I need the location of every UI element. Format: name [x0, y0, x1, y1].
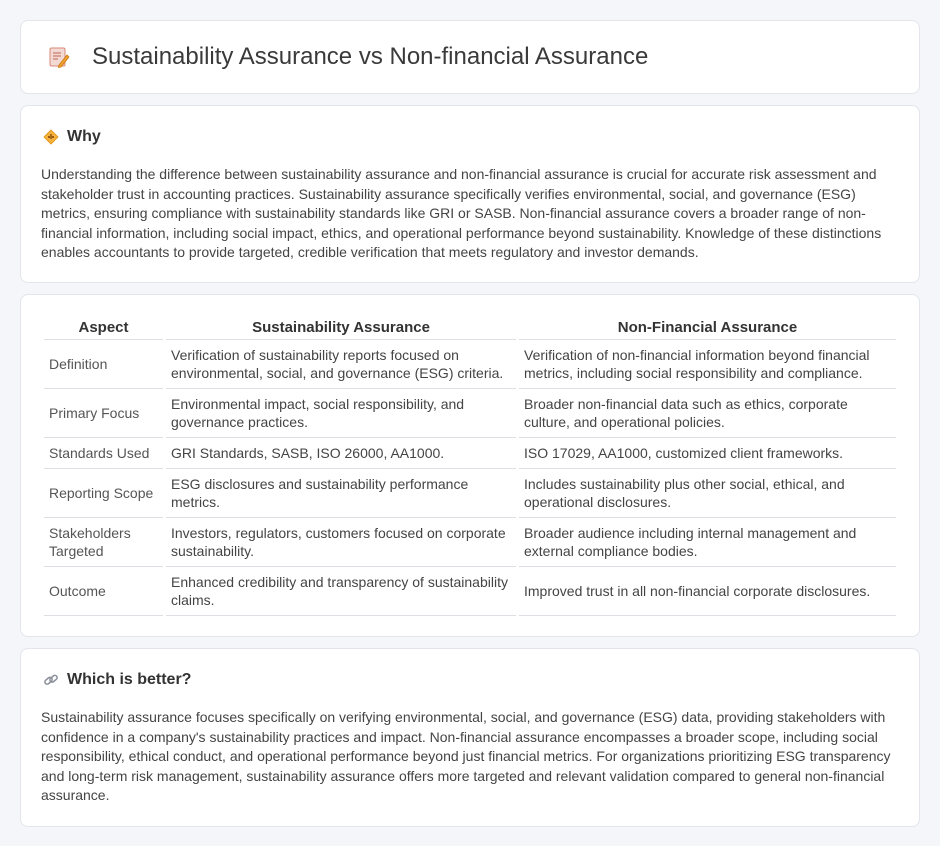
- cell-aspect: Definition: [44, 340, 163, 389]
- why-heading: [43, 128, 899, 146]
- cell-sustainability: GRI Standards, SASB, ISO 26000, AA1000.: [166, 438, 516, 469]
- table-header-row: [44, 317, 896, 340]
- document-edit-icon: [47, 45, 71, 69]
- table-row: [44, 340, 896, 389]
- cell-nonfinancial: Broader audience including internal management and external compliance bodies.: [519, 518, 896, 567]
- cell-nonfinancial: ISO 17029, AA1000, customized client frameworks.: [519, 438, 896, 469]
- cell-aspect: Primary Focus: [44, 389, 163, 438]
- title-card: [20, 20, 920, 94]
- which-is-better-section: [20, 648, 920, 827]
- table-row: [44, 389, 896, 438]
- cell-sustainability: Investors, regulators, customers focused on corporate sustainability.: [166, 518, 516, 567]
- comparison-section: [20, 294, 920, 637]
- cell-nonfinancial: Verification of non-financial information beyond financial metrics, including social responsibility and compliance.: [519, 340, 896, 389]
- cell-nonfinancial: Broader non-financial data such as ethics, corporate culture, and operational policies.: [519, 389, 896, 438]
- cell-sustainability: Enhanced credibility and transparency of sustainability claims.: [166, 567, 516, 616]
- column-header-nonfinancial: Non-Financial Assurance: [519, 317, 896, 340]
- why-heading-text: Why: [67, 128, 101, 145]
- diamond-warning-icon: [43, 129, 59, 145]
- table-row: [44, 518, 896, 567]
- column-header-sustainability: Sustainability Assurance: [166, 317, 516, 340]
- cell-sustainability: Verification of sustainability reports focused on environmental, social, and governance (ESG) criteria.: [166, 340, 516, 389]
- link-icon: [43, 672, 59, 688]
- cell-aspect: Standards Used: [44, 438, 163, 469]
- cell-aspect: Stakeholders Targeted: [44, 518, 163, 567]
- cell-aspect: Reporting Scope: [44, 469, 163, 518]
- column-header-aspect: Aspect: [44, 317, 163, 340]
- cell-sustainability: ESG disclosures and sustainability performance metrics.: [166, 469, 516, 518]
- table-row: [44, 469, 896, 518]
- page-title: Sustainability Assurance vs Non-financial Assurance: [92, 43, 649, 70]
- better-heading-text: Which is better?: [67, 671, 192, 688]
- better-paragraph: Sustainability assurance focuses specifically on verifying environmental, social, and governance (ESG) data, providing stakeholders with confidence in a company's sustainability practices and impact. Non-financial assurance encompasses a broader scope, including social responsibility, ethical conduct, and operational performance beyond just financial metrics. For organizations prioritizing ESG transparency and long-term risk management, sustainability assurance offers more targeted and relevant validation compared to general non-financial assurance.: [41, 709, 891, 804]
- cell-nonfinancial: Improved trust in all non-financial corporate disclosures.: [519, 567, 896, 616]
- cell-nonfinancial: Includes sustainability plus other social, ethical, and operational disclosures.: [519, 469, 896, 518]
- better-heading: [43, 671, 899, 689]
- table-row: [44, 438, 896, 469]
- why-section: [20, 105, 920, 283]
- cell-aspect: Outcome: [44, 567, 163, 616]
- why-paragraph: Understanding the difference between sustainability assurance and non-financial assurance is crucial for accurate risk assessment and stakeholder trust in accounting practices. Sustainability assurance specifically verifies environmental, social, and governance (ESG) metrics, ensuring compliance with sustainability standards like GRI or SASB. Non-financial assurance covers a broader range of non-financial information, including social impact, ethics, and operational performance beyond sustainability. Knowledge of these distinctions enables accountants to provide targeted, credible verification that meets regulatory and investor demands.: [41, 166, 882, 261]
- table-row: [44, 567, 896, 616]
- cell-sustainability: Environmental impact, social responsibility, and governance practices.: [166, 389, 516, 438]
- comparison-table: [41, 317, 899, 616]
